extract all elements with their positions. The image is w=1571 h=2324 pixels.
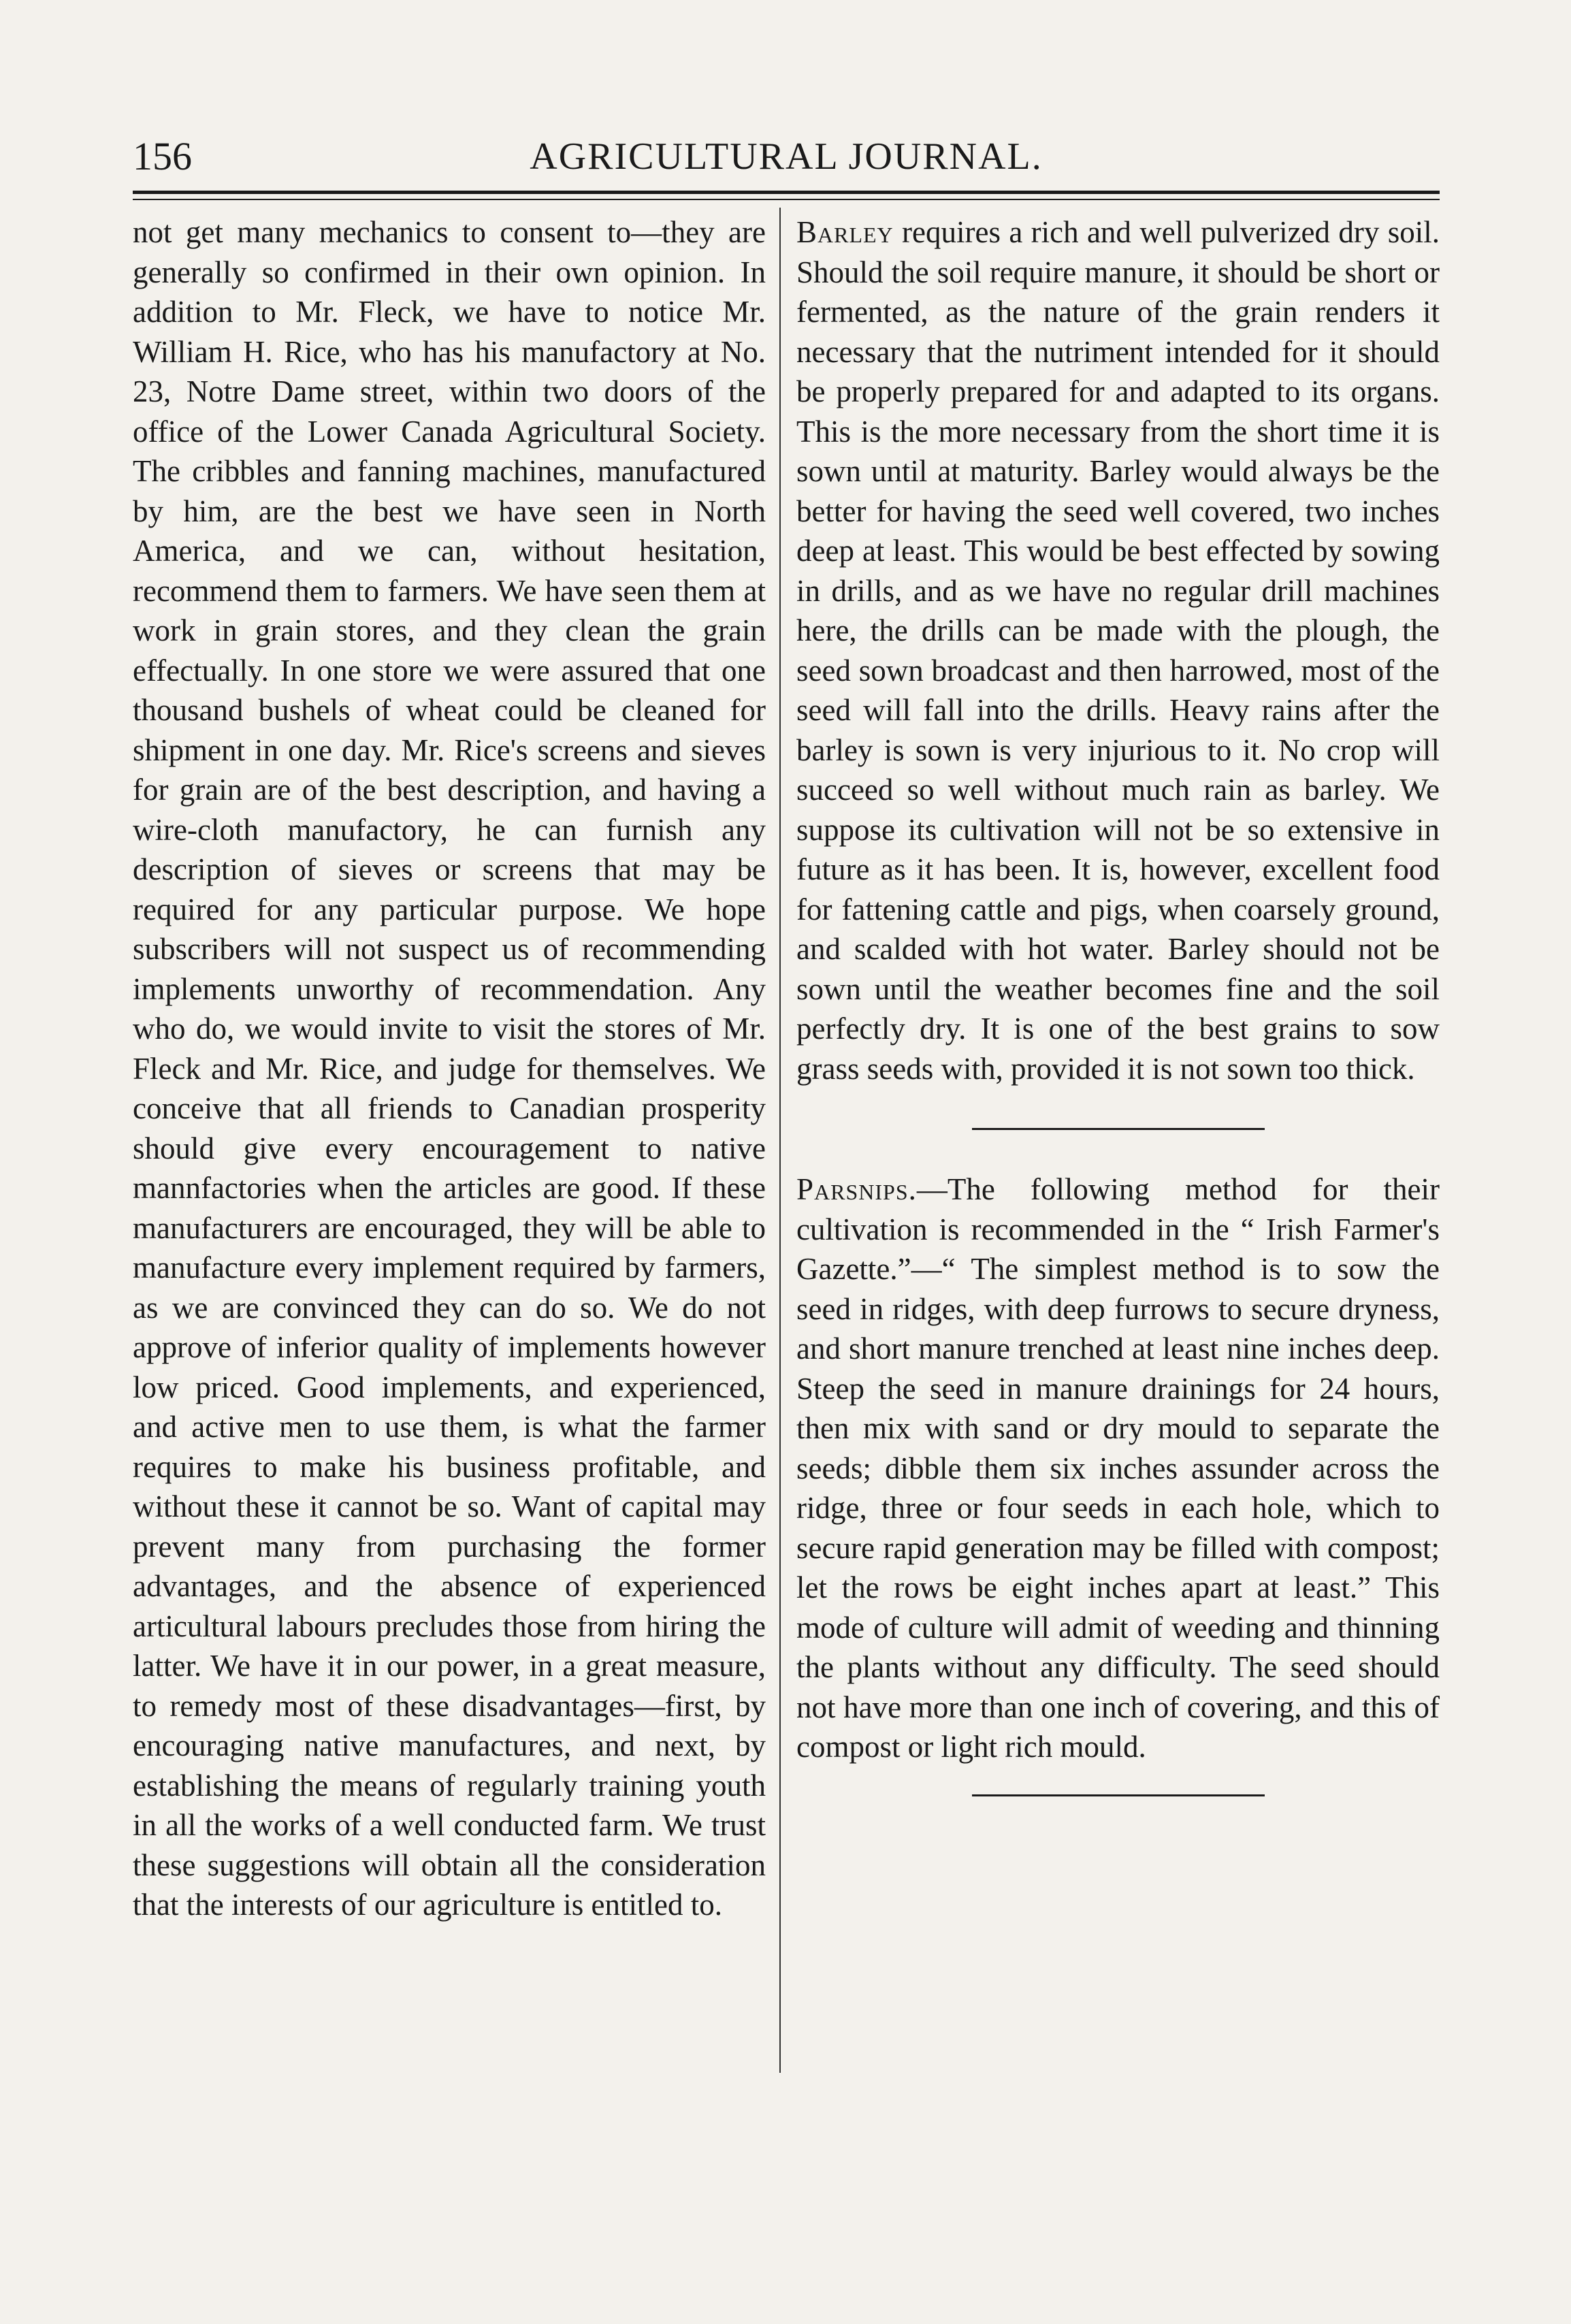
parsnips-lead: Parsnips. <box>796 1172 917 1206</box>
column-divider <box>779 208 781 2073</box>
page-number: 156 <box>133 134 192 178</box>
header-rule-thin <box>133 199 1440 200</box>
left-column-paragraph: not get many mechanics to consent to—they are generally so confirmed in their own opinion. In addition to Mr. Fleck, we have to notice Mr. William H. Rice, who has his manufactory at No. 23, Notre Dame street, within two doors of the office of the Lower Canada Agricultural Society. The cribbles and fanning machines, manufactured by him, are the best we have seen in North America, and we can, without hesitation, recommend them to farmers. We have seen them at work in grain stores, and they clean the grain effectually. In one store we were assured that one thousand bushels of wheat could be cleaned for shipment in one day. Mr. Rice's screens and sieves for grain are of the best description, and having a wire-cloth manufactory, he can furnish any description of sieves or screens that may be required for any particular purpose. We hope subscribers will not suspect us of recommending implements unworthy of recommendation. Any who do, we would invite to visit the stores of Mr. Fleck and Mr. Rice, and judge for themselves. We conceive that all friends to Canadian prosperity should give every encouragement to native mannfactories when the articles are good. If these manufacturers are encouraged, they will be able to manufacture every implement required by farmers, as we are convinced they can do so. We do not approve of inferior quality of implements however low priced. Good implements, and experienced, and active men to use them, is what the farmer requires to make his business profitable, and without these it cannot be so. Want of capital may prevent many from purchasing the former advantages, and the absence of experienced articultural labours precludes those from hiring the latter. We have it in our power, in a great measure, to remedy most of these disadvantages—first, by encouraging native manufactures, and next, by establishing the means of regularly training youth in all the works of a well conducted farm. We trust these suggestions will obtain all the consideration that the interests of our agriculture is entitled to. <box>133 215 766 1922</box>
section-divider <box>972 1128 1265 1130</box>
barley-text: requires a rich and well pulverized dry soil. Should the soil require manure, it should be short or fermented, as the nature of the grain renders it necessary that the nutriment intended for it should be properly prepared for and adapted to its organs. This is the more necessary from the short time it is sown until at maturity. Barley would always be the better for having the seed well covered, two inches deep at least. This would be best effected by sowing in drills, and as we have no regular drill machines here, the drills can be made with the plough, the seed sown broadcast and then harrowed, most of the seed will fall into the drills. Heavy rains after the barley is sown is very injurious to it. No crop will succeed so well without much rain as barley. We suppose its cultivation will not be so extensive in future as it has been. It is, however, excellent food for fattening cattle and pigs, when coarsely ground, and scalded with hot water. Barley should not be sown until the weather becomes fine and the soil perfectly dry. It is one of the best grains to sow grass seeds with, provided it is not sown too thick. <box>796 215 1440 1086</box>
left-column <box>133 212 766 1925</box>
header-rule-thick <box>133 191 1440 194</box>
running-title: AGRICULTURAL JOURNAL. <box>530 135 1043 178</box>
right-column <box>796 212 1440 1796</box>
parsnips-text: —The following method for their cultivation is recommended in the “ Irish Farmer's Gazette.”—“ The simplest method is to sow the seed in ridges, with deep furrows to secure dryness, and short manure trenched at least nine inches deep. Steep the seed in manure drainings for 24 hours, then mix with sand or dry mould to separate the seeds; dibble them six inches assunder across the ridge, three or four seeds in each hole, which to secure rapid generation may be filled with compost; let the rows be eight inches apart at least.” This mode of culture will admit of weeding and thinning the plants without any difficulty. The seed should not have more than one inch of covering, and this of compost or light rich mould. <box>796 1172 1440 1764</box>
end-divider <box>972 1794 1265 1796</box>
parsnips-paragraph <box>796 1169 1440 1767</box>
barley-paragraph <box>796 212 1440 1088</box>
barley-lead: Barley <box>796 215 894 249</box>
page-header <box>133 129 1440 184</box>
